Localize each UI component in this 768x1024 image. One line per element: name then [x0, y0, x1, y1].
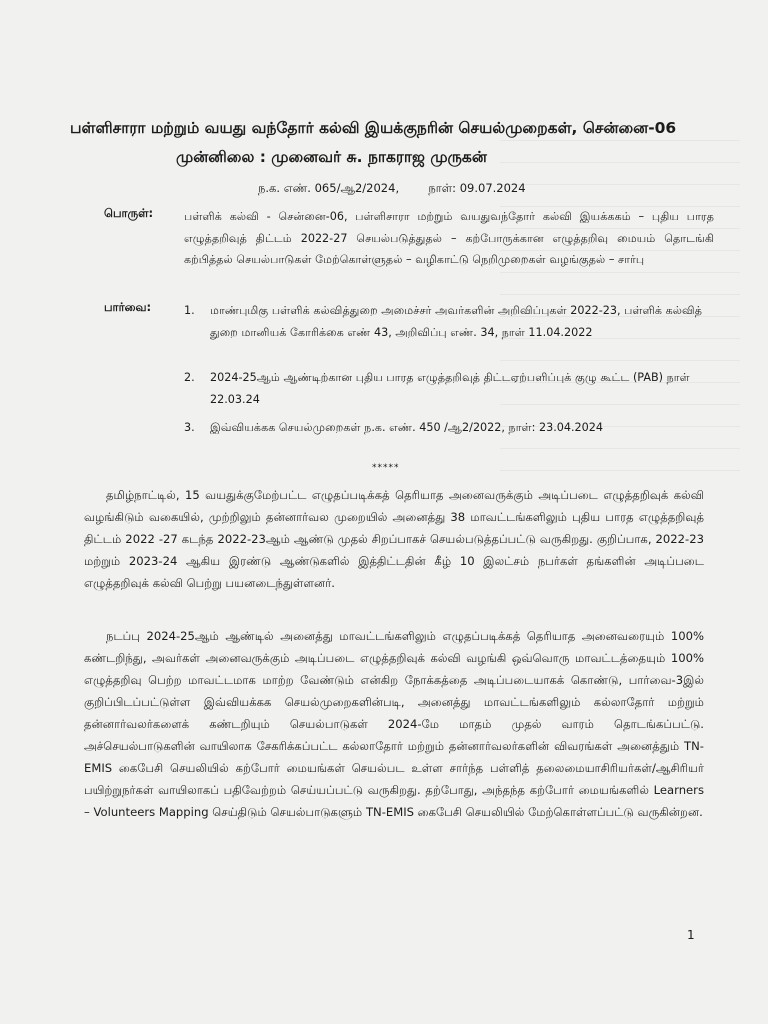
reference-item-number: 3.: [184, 421, 195, 434]
reference-line: [258, 181, 526, 197]
section-separator: *****: [372, 463, 400, 473]
reference-item-text: மாண்புமிகு பள்ளிக் கல்வித்துறை அமைச்சர் அவர்களின் அறிவிப்புகள் 2022-23, பள்ளிக் கல்வித் துறை மானியக் கோரிக்கை எண் 43, அறிவிப்பு எண். 34, நாள் 11.04.2022: [210, 304, 703, 339]
subject-label: பொருள்:: [104, 206, 154, 220]
references-label: பார்வை:: [104, 300, 152, 314]
reference-item-number: 1.: [184, 304, 195, 317]
reference-item: [184, 417, 704, 439]
reference-item-number: 2.: [184, 371, 195, 384]
reference-number: ந.க. எண். 065/ஆ2/2024,: [258, 181, 400, 195]
reference-item: [184, 367, 704, 417]
subject-text: பள்ளிக் கல்வி - சென்னை-06, பள்ளிசாரா மற்றும் வயதுவந்தோர் கல்வி இயக்ககம் – புதிய பாரத எழுத்தறிவுத் திட்டம் 2022-27 செயல்படுத்துதல் – கற்போருக்கான எழுத்தறிவு மையம் தொடங்கி கற்பித்தல் செயல்பாடுகள் மேற்கொள்ளுதல் – வழிகாட்டு நெறிமுறைகள் வழங்குதல் – சார்பு: [184, 210, 714, 266]
body-paragraph-2: நடப்பு 2024-25ஆம் ஆண்டில் அனைத்து மாவட்டங்களிலும் எழுதப்படிக்கத் தெரியாத அனைவரையும் 100% கண்டறிந்து, அவர்கள் அனைவருக்கும் அடிப்படை எழுத்தறிவுக் கல்வி வழங்கி ஒவ்வொரு மாவட்டத்தையும் 100% எழுத்தறிவு பெற்ற மாவட்டமாக மாற்ற வேண்டும் என்கிற நோக்கத்தை அடிப்படையாகக் கொண்டு, பார்வை-3இல் குறிப்பிடப்பட்டுள்ள இவ்வியக்கக செயல்முறைகளின்படி, அனைத்து மாவட்டங்களிலும் கல்லாதோர் மற்றும் தன்னார்வலர்களைக் கண்டறியும் செயல்பாடுகள் 2024-மே மாதம் முதல் வாரம் தொடங்கப்பட்டு. அச்செயல்பாடுகளின் வாயிலாக சேகரிக்கப்பட்ட கல்லாதோர் மற்றும் தன்னார்வலர்களின் விவரங்கள் அனைத்தும் TN-EMIS கைபேசி செயலியில் கற்போர் மையங்கள் செயல்பட உள்ள சார்ந்த பள்ளித் தலைமையாசிரியர்கள்/ஆசிரியர் பயிற்றுநர்கள் வாயிலாகப் பதிவேற்றம் செய்யப்பட்டு வருகிறது. தற்போது, அந்தந்த கற்போர் மையங்களில் Learners – Volunteers Mapping செய்திடும் செயல்பாடுகளும் TN-EMIS கைபேசி செயலியில் மேற்கொள்ளப்பட்டு வருகின்றன.: [84, 629, 704, 819]
page-number: 1: [687, 928, 695, 942]
document-presiding-officer: முன்னிலை : முனைவர் சு. நாகராஜ முருகன்: [176, 148, 487, 166]
reference-item-text: இவ்வியக்கக செயல்முறைகள் ந.க. எண். 450 /ஆ2/2022, நாள்: 23.04.2024: [210, 421, 604, 434]
references-list: [184, 300, 704, 439]
reference-item: [184, 300, 704, 365]
document-date: நாள்: 09.07.2024: [428, 181, 526, 195]
body-paragraph-1: தமிழ்நாட்டில், 15 வயதுக்குமேற்பட்ட எழுதப்படிக்கத் தெரியாத அனைவருக்கும் அடிப்படை எழுத்தறிவுக் கல்வி வழங்கிடும் வகையில், முற்றிலும் தன்னார்வல முறையில் அனைத்து 38 மாவட்டங்களிலும் புதிய பாரத எழுத்தறிவுத் திட்டம் 2022 -27 கடந்த 2022-23ஆம் ஆண்டு முதல் சிறப்பாகச் செயல்படுத்தப்பட்டு வருகிறது. குறிப்பாக, 2022-23 மற்றும் 2023-24 ஆகிய இரண்டு ஆண்டுகளில் இத்திட்டதின் கீழ் 10 இலட்சம் நபர்கள் தங்களின் அடிப்படை எழுத்தறிவுக் கல்வி பெற்று பயனடைந்துள்ளனர்.: [84, 488, 704, 590]
reference-item-text: 2024-25ஆம் ஆண்டிற்கான புதிய பாரத எழுத்தறிவுத் திட்டஏற்பளிப்புக் குழு கூட்ட (PAB) நாள் 22.03.24: [210, 371, 690, 406]
document-title: பள்ளிசாரா மற்றும் வயது வந்தோர் கல்வி இயக்குநரின் செயல்முறைகள், சென்னை-06: [70, 119, 677, 137]
